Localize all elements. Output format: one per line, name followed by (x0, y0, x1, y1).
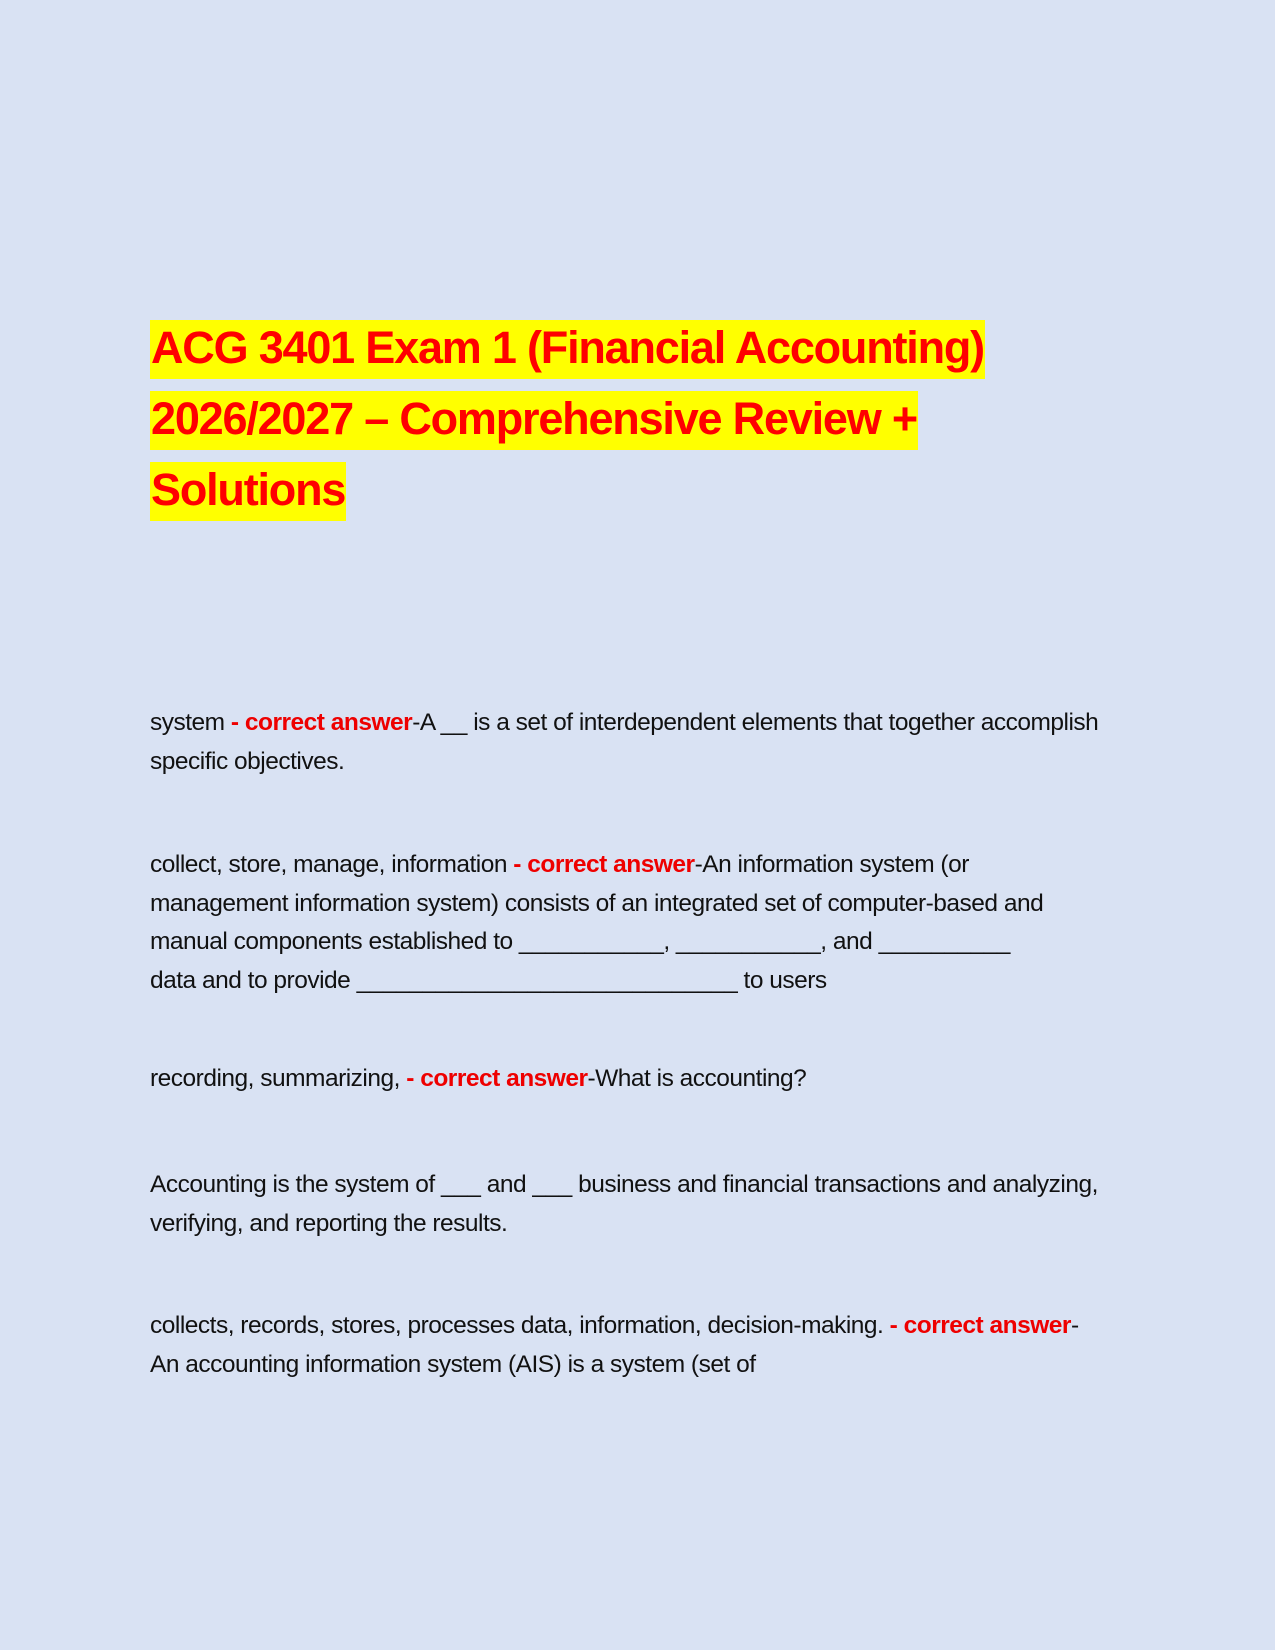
correct-answer-marker: - correct answer (406, 1065, 588, 1092)
document-title (150, 312, 1080, 525)
qa-item (150, 704, 1100, 781)
qa-item (150, 846, 1060, 1000)
correct-answer-marker: - correct answer (889, 1312, 1071, 1339)
title-line-2: 2026/2027 – Comprehensive Review + (150, 391, 918, 450)
title-line-1: ACG 3401 Exam 1 (Financial Accounting) (150, 320, 985, 379)
title-line-3: Solutions (150, 462, 346, 521)
qa-term: Accounting is the system of ___ and ___ business and financial transactions and analyzing, verifying, and reporting the results. (150, 1171, 1098, 1237)
correct-answer-marker: - correct answer (230, 709, 413, 736)
qa-definition: -An accounting information system (AIS) is a system (set of (150, 1312, 1079, 1378)
qa-definition: -A __ is a set of interdependent elements that together accomplish specific objectives. (150, 709, 1099, 775)
qa-item (150, 1307, 1100, 1384)
correct-answer-marker: - correct answer (513, 851, 695, 878)
qa-term: collect, store, manage, information (150, 851, 514, 878)
qa-term: system (150, 709, 231, 736)
qa-definition: -What is accounting? (587, 1065, 807, 1092)
qa-item (150, 1166, 1100, 1243)
qa-term: recording, summarizing, (150, 1065, 407, 1092)
qa-definition: -An information system (or management information system) consists of an integrated set of computer-based and manual components established to ___________, ___________, and __________ data and to provide _____________________________ to users (150, 851, 1044, 994)
qa-term: collects, records, stores, processes data, information, decision-making. (150, 1312, 890, 1339)
qa-item (150, 1060, 1100, 1099)
